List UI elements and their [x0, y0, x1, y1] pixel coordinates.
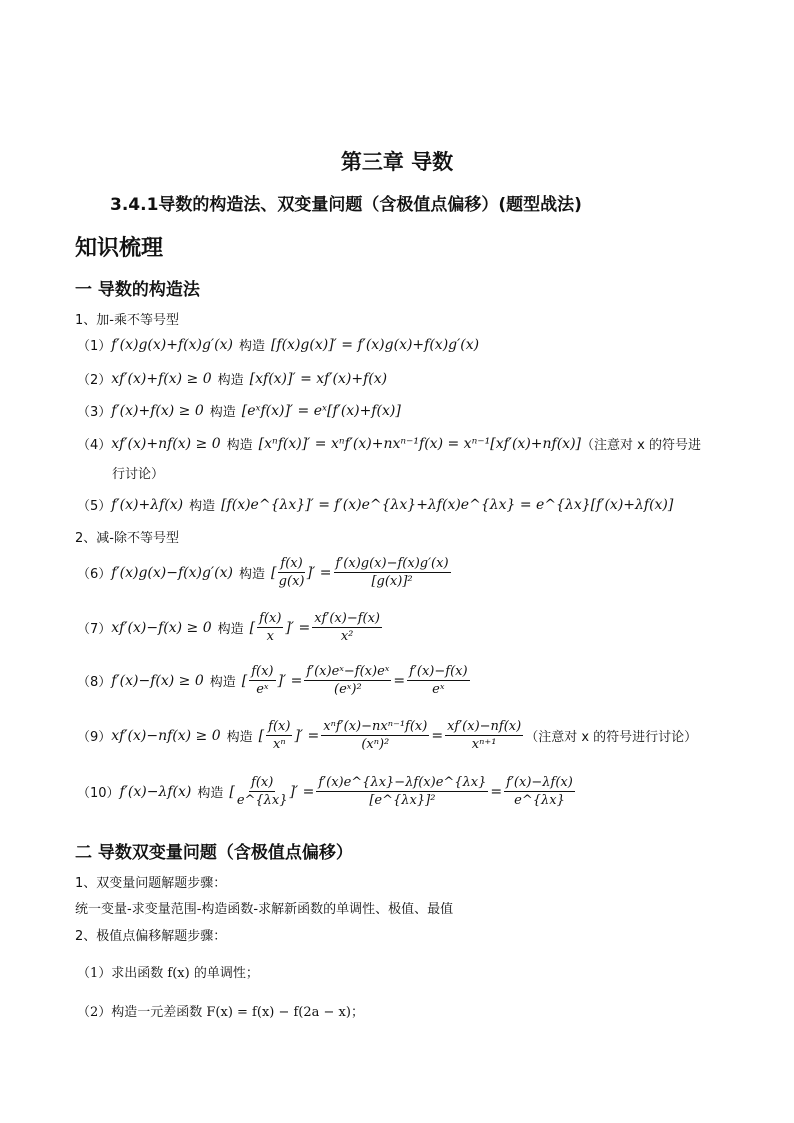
construct-word: 构造 [238, 339, 265, 354]
construct-word: 构造 [197, 786, 224, 801]
construction: [f(x)e^{λx}]′ = f′(x)e^{λx}+λf(x)e^{λx} = e^{λx}[f′(x)+λf(x)] [221, 496, 674, 513]
note: （注意对 x 的符号进 [581, 438, 701, 453]
step-2: （2）构造一元差函数 F(x) = f(x) − f(2a − x)； [77, 1005, 364, 1020]
fraction-lhs: $\frac{f(x)}{\text{eˣ}}$ [251, 664, 274, 697]
construct-word: 构造 [217, 373, 244, 388]
formula-item-5 [77, 495, 673, 514]
construct-word: 构造 [226, 730, 253, 745]
knowledge-heading: 知识梳理 [75, 236, 164, 261]
formula-item-3 [77, 401, 401, 420]
condition: xf′(x)−f(x) ≥ 0 [111, 619, 212, 636]
formula-item-2 [77, 369, 387, 388]
note: （注意对 x 的符号进行讨论） [525, 730, 698, 745]
condition: xf′(x)+f(x) ≥ 0 [111, 370, 212, 387]
formula-item-6: （6） f′(x)g(x)−f(x)g′(x) 构造 [ $\frac{f(x)}{g(x)}$ ]′ = $\frac{f'(x)g(x)-f(x)g'(x)}{\text{[g(x)]²}}$ [77, 556, 449, 589]
fraction-lhs: $\frac{f(x)}{e\^{}\{\lambda x\}}$ [236, 775, 288, 808]
section-subtitle: 3.4.1导数的构造法、双变量问题（含极值点偏移）(题型战法) [110, 195, 582, 215]
item-number: （5） [77, 499, 112, 514]
subsection-2-1: 1、双变量问题解题步骤： [75, 876, 227, 891]
fraction-rhs: $\frac{f'(x)-f(x)}{\text{eˣ}}$ [409, 664, 468, 697]
construction: [f(x)g(x)]′ = f′(x)g(x)+f(x)g′(x) [270, 336, 480, 353]
item-number: （4） [77, 438, 112, 453]
condition: f′(x)+λf(x) [111, 496, 184, 513]
fraction-rhs: $\frac{xf'(x)-f(x)}{\text{x²}}$ [314, 611, 380, 644]
fraction-lhs: $\frac{f(x)}{\text{xⁿ}}$ [268, 719, 291, 752]
construct-word: 构造 [189, 499, 216, 514]
subsection-2-2: 2、极值点偏移解题步骤： [75, 929, 227, 944]
steps-summary: 统一变量-求变量范围-构造函数-求解新函数的单调性、极值、最值 [75, 902, 454, 917]
section-2-heading: 二 导数双变量问题（含极值点偏移） [75, 843, 353, 863]
subsection-1-1: 1、加-乘不等号型 [75, 313, 179, 328]
construct-word: 构造 [226, 438, 253, 453]
fraction-rhs: $\frac{f'(x)g(x)-f(x)g'(x)}{\text{[g(x)]²}}$ [335, 556, 449, 589]
section-1-heading: 一 导数的构造法 [75, 280, 200, 300]
formula-item-1 [77, 335, 479, 354]
construct-word: 构造 [238, 567, 265, 582]
item-number: （6） [77, 567, 112, 582]
item-number: （10） [77, 786, 120, 801]
condition: xf′(x)−nf(x) ≥ 0 [111, 727, 221, 744]
formula-item-9: （9） xf′(x)−nf(x) ≥ 0 构造 [ $\frac{f(x)}{\text{xⁿ}}$ ]′ = $\frac{\text{xⁿf′(x)−nxⁿ⁻¹f(x)}}{\text{(xⁿ)²}}$ = $\frac{xf'(x)-nf(x)}{\text{xⁿ⁺¹}}$ （注意对 x 的符号进行讨论） [77, 719, 698, 752]
fraction-rhs: $\frac{xf'(x)-nf(x)}{\text{xⁿ⁺¹}}$ [447, 719, 522, 752]
construction: [xf(x)]′ = xf′(x)+f(x) [249, 370, 388, 387]
condition: f′(x)g(x)−f(x)g′(x) [111, 564, 233, 581]
fraction-mid: $\frac{f'(x)e\^{}\{\lambda x\}-\lambda f(x)e\^{}\{\lambda x\}}{\text{[e\textasciicircum{}\{λx\}]²}}$ [318, 775, 487, 808]
formula-item-8: （8） f′(x)−f(x) ≥ 0 构造 [ $\frac{f(x)}{\text{eˣ}}$ ]′ = $\frac{\text{f′(x)eˣ−f(x)eˣ}}{\text{(eˣ)²}}$ = $\frac{f'(x)-f(x)}{\text{eˣ}}$ [77, 664, 468, 697]
item-number: （9） [77, 730, 112, 745]
chapter-title: 第三章 导数 [340, 150, 454, 174]
condition: xf′(x)+nf(x) ≥ 0 [111, 435, 221, 452]
item-number: （8） [77, 675, 112, 690]
condition: f′(x)g(x)+f(x)g′(x) [111, 336, 233, 353]
subsection-1-2: 2、减-除不等号型 [75, 531, 179, 546]
construction: [xⁿf(x)]′ = xⁿf′(x)+nxⁿ⁻¹f(x) = xⁿ⁻¹[xf′(x)+nf(x)] [258, 435, 581, 452]
condition: f′(x)+f(x) ≥ 0 [111, 402, 204, 419]
construct-word: 构造 [209, 675, 236, 690]
fraction-rhs: $\frac{f'(x)-\lambda f(x)}{e\^{}\{\lambda x\}}$ [506, 775, 573, 808]
note-continuation: 行讨论） [112, 467, 165, 482]
condition: f′(x)−λf(x) [119, 783, 192, 800]
formula-item-7: （7） xf′(x)−f(x) ≥ 0 构造 [ $\frac{f(x)}{x}$ ]′ = $\frac{xf'(x)-f(x)}{\text{x²}}$ [77, 611, 380, 644]
condition: f′(x)−f(x) ≥ 0 [111, 672, 204, 689]
construct-word: 构造 [209, 405, 236, 420]
formula-item-4 [77, 434, 701, 453]
item-number: （2） [77, 373, 112, 388]
item-number: （7） [77, 622, 112, 637]
fraction-lhs: $\frac{f(x)}{x}$ [259, 611, 282, 644]
fraction-lhs: $\frac{f(x)}{g(x)}$ [278, 556, 305, 589]
step-1: （1）求出函数 f(x) 的单调性； [77, 966, 259, 981]
construct-word: 构造 [217, 622, 244, 637]
item-number: （3） [77, 405, 112, 420]
item-number: （1） [77, 339, 112, 354]
fraction-mid: $\frac{\text{f′(x)eˣ−f(x)eˣ}}{\text{(eˣ)²}}$ [306, 664, 390, 697]
formula-item-10: （10） f′(x)−λf(x) 构造 [ $\frac{f(x)}{e\^{}\{\lambda x\}}$ ]′ = $\frac{f'(x)e\^{}\{\lambda x\}-\lambda f(x)e\^{}\{\lambda x\}}{\text{[e\textasciicircum{}\{λx\}]²}}$ = $\frac{f'(x)-\lambda f(x)}{e\^{}\{\lambda x\}}$ [77, 775, 573, 808]
fraction-mid: $\frac{\text{xⁿf′(x)−nxⁿ⁻¹f(x)}}{\text{(xⁿ)²}}$ [323, 719, 428, 752]
construction: [eˣf(x)]′ = eˣ[f′(x)+f(x)] [241, 402, 401, 419]
